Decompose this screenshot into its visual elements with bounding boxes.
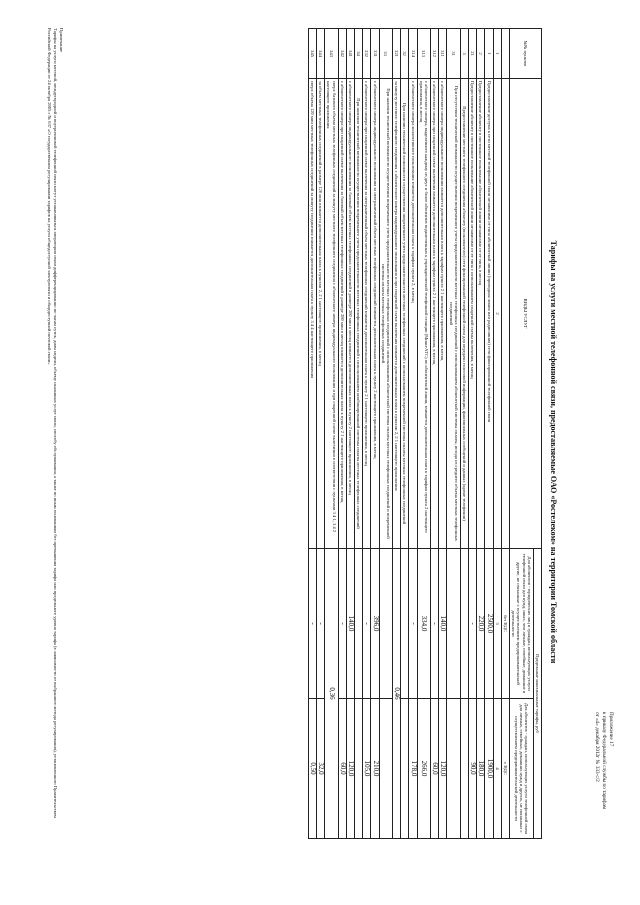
table-row: [417, 29, 430, 839]
row-merged-tariff: 0,46: [392, 549, 400, 839]
header-num: №№ пунктов: [509, 29, 541, 79]
annex-note: [593, 712, 614, 882]
header-service: ВИДЫ УСЛУГ: [509, 79, 541, 549]
row-citizen-tariff: [460, 699, 468, 839]
row-citizen-tariff: 32,0: [316, 699, 324, 839]
row-merged-tariff: 0,36: [325, 549, 338, 839]
row-citizen-tariff: [401, 699, 409, 839]
footnote-label: Примечание: [59, 28, 64, 53]
row-legal-tariff: -: [308, 549, 316, 699]
row-number: 3: [460, 29, 468, 79]
table-row: [468, 29, 476, 839]
row-service: Предоставление доступа к сети местной телефонной связи независимо от типа абонентской линии (проводная линия или радиолиния) сети фиксированной телефонной связи: [485, 79, 493, 549]
row-service: При отсутствии технической возможности осуществления повременного учета продолжительности местных телефонных соединений с использованием абонентской системы оплаты, исходя из среднего объема местных телефонных соединений: [447, 79, 460, 549]
table-row: [477, 29, 485, 839]
row-number: 2: [477, 29, 485, 79]
annex-line: к приказу Федеральной службы по тарифам: [601, 712, 607, 810]
tariff-table: [308, 28, 542, 839]
table-row: [401, 29, 409, 839]
header-legal-text: Для абонентов - юридических лиц и граждан, использующих услуги телефонной связи для нужд, иных, чем личные, семейные, домашние и другие, не связанные с осуществлением предпринимательской деятельности: [511, 553, 532, 694]
row-legal-tariff: -: [409, 549, 417, 699]
table-row: [379, 29, 392, 839]
row-citizen-tariff: 210,0: [371, 699, 379, 839]
annex-line: от «4» декабря 2012г № 333-с/2: [594, 712, 600, 782]
col-index: 4: [493, 699, 501, 839]
row-legal-tariff: 140,0: [439, 549, 447, 699]
row-service: Предоставление абоненту в постоянное пользование абонентской линии независимо от ее типа с использованием спаренной схемы включения, в месяц: [468, 79, 476, 549]
annex-line: Приложение 17: [608, 712, 614, 747]
col-index: 2: [493, 79, 501, 549]
row-citizen-tariff: 0,50: [308, 699, 316, 839]
row-legal-tariff: 396,0: [371, 549, 379, 699]
row-citizen-tariff: 1900,0: [485, 699, 493, 839]
table-row: [363, 29, 371, 839]
subheader-empty: [501, 79, 509, 549]
header-legal: [509, 549, 533, 699]
row-number: 1: [485, 29, 493, 79]
table-row: [316, 29, 324, 839]
row-number: 345: [308, 29, 316, 79]
table-row: [392, 29, 400, 839]
row-service: При наличии технической возможности осуществления повременного учета продолжительности местных телефонных соединений с использованием абонентской системы оплаты местных телефонных соединений и повременной системы оплаты местных телефонных соединений: [379, 79, 392, 549]
row-service: с абонентского номера коллективного пользования взимается дополнительная плата к тарифам пункта 2, в месяц: [409, 79, 417, 549]
table-row: [409, 29, 417, 839]
table-row: [346, 29, 354, 839]
row-service: за объем местных телефонных соединений в размере 120 мин взимается дополнительная плата к пунктам 2, 2 1 настоящего приложения, в месяц: [316, 79, 324, 549]
row-number: 312: [430, 29, 438, 79]
row-citizen-tariff: 178,0: [409, 699, 417, 839]
row-service: с абонентского номера при спаренной схеме включения взимается дополнительная плата к тарифам пункта 2 1 настоящего приложения, в месяц: [430, 79, 438, 549]
row-service: При наличии технической возможности осуществления повременного учета продолжительности местных телефонных соединений с использованием повременной системы оплаты местных телефонных соединений: [401, 79, 409, 549]
row-service: с абонентского номера при спаренной схеме включения за неограниченный объем местных телефонных соединений взимается дополнительная плата к пункту 2 1 настоящего приложения, в месяц: [363, 79, 371, 549]
row-service: с абонентского номера индивидуального пользования за базовый объем местных телефонных соединений в размере 280 мин в месяц взимается дополнительная плата к пункту 2 настоящего приложения, в месяц: [346, 79, 354, 549]
row-citizen-tariff: [379, 699, 392, 839]
tariff-rows: [308, 29, 493, 839]
row-citizen-tariff: 266,0: [417, 699, 430, 839]
row-citizen-tariff: 120,0: [346, 699, 354, 839]
row-number: 21: [468, 29, 476, 79]
row-legal-tariff: 140,0: [346, 549, 354, 699]
row-service: с абонентского номера индивидуального пользования взимается дополнительная плата к тарифам пункта 2 1 настоящего приложения, в месяц: [439, 79, 447, 549]
rotated-document-page: [20, 22, 620, 882]
table-row: [460, 29, 468, 839]
row-number: 342: [338, 29, 346, 79]
row-number: 341: [346, 29, 354, 79]
row-legal-tariff: [447, 549, 460, 699]
footnote-text: Тарифы на услуги местной, междугородной и внутризоновой телефонной связи могут устанавливаться оператором связи дифференцированно по часам суток, дням недели, объему оказанных услуг связи, способу обслуживания, а также по иным основаниям без превышения тарифа или предельного уровня тарифа (в зависимости от выбранного метода регулирования), установленного Правительством Российской Федерации от 24 октября 2005 г № 637 «О государственном регулировании тарифов на услуги общедоступной электросвязи и общедоступной почтовой связи»: [47, 28, 58, 818]
table-row: [308, 29, 316, 839]
row-legal-tariff: [379, 549, 392, 699]
row-number: 34: [354, 29, 362, 79]
header-citizen-text: Для абонентов - граждан, использующих услуги телефонной связи для личных, семейных, домашних нужд и других, не связанных с осуществлением предпринимательской деятельности: [513, 702, 530, 835]
table-row: [371, 29, 379, 839]
row-citizen-tariff: [354, 699, 362, 839]
row-citizen-tariff: 105,0: [363, 699, 371, 839]
row-number: 321: [392, 29, 400, 79]
subheader-legal: без НДС: [501, 549, 509, 699]
row-legal-tariff: 334,0: [417, 549, 430, 699]
row-legal-tariff: 2500,0: [485, 549, 493, 699]
row-citizen-tariff: 90,0: [468, 699, 476, 839]
table-row: [430, 29, 438, 839]
subheader-citizen: с НДС: [501, 699, 509, 839]
row-legal-tariff: -: [363, 549, 371, 699]
row-number: 32: [401, 29, 409, 79]
table-row: [447, 29, 460, 839]
row-legal-tariff: [401, 549, 409, 699]
row-legal-tariff: -: [468, 549, 476, 699]
table-row: [439, 29, 447, 839]
row-citizen-tariff: 60,0: [430, 699, 438, 839]
row-service: с абонентского номера, выделенного каждому из двух и более абонентов подключенных к учрежденческой телефонной станции (Мини-АТС) по абонентской линии, взимается дополнительная плата к тарифам пункта 2 настоящего приложения, в месяц: [417, 79, 430, 549]
row-citizen-tariff: 60,0: [338, 699, 346, 839]
table-row: [338, 29, 346, 839]
row-number: 33: [379, 29, 392, 79]
row-service: за минуту местного телефонного соединения с абонентского номера индивидуального пользования и при спаренной схеме включения взимается дополнительная плата к пунктам 2, 2 1 настоящего приложения: [392, 79, 400, 549]
row-service: сверх объема 120 мин местных телефонных соединений за минуту соединения взимается дополнительная плата к пункту 3 4 4 настоящего приложения: [308, 79, 316, 549]
document-title: Тарифы на услуги местной телефонной связи, предоставляемые ОАО «Ростелеком» на территории Томской области: [549, 240, 558, 664]
row-service: с абонентского номера при спаренной схеме включения за базовый объем местных телефонных соединений в размере 280 мин в месяц взимается дополнительная плата к пункту 2 1 настоящего приложения, в месяц: [338, 79, 346, 549]
col-index: 1: [493, 29, 501, 79]
subheader-empty: [501, 29, 509, 79]
row-legal-tariff: -: [430, 549, 438, 699]
row-citizen-tariff: 120,0: [439, 699, 447, 839]
table-row: [325, 29, 338, 839]
table-row: [485, 29, 493, 839]
header-group: Предельные максимальные тарифы, руб: [533, 549, 541, 839]
table-row: [354, 29, 362, 839]
row-citizen-tariff: 180,0: [477, 699, 485, 839]
row-service: сверх базового объема местных телефонных соединений за минуту местного телефонного соединения с абонентского номера индивидуального пользования и при спаренной схеме включения в соответствии с пунктами 3 4 1, 3 4 2 настоящего приложения: [325, 79, 338, 549]
col-index: 3: [493, 549, 501, 699]
row-number: 314: [409, 29, 417, 79]
row-legal-tariff: 220,0: [477, 549, 485, 699]
row-number: 311: [439, 29, 447, 79]
footnote: [46, 28, 64, 838]
header-citizen: [509, 699, 533, 839]
row-legal-tariff: -: [338, 549, 346, 699]
row-number: 313: [417, 29, 430, 79]
row-legal-tariff: [460, 549, 468, 699]
row-legal-tariff: [354, 549, 362, 699]
row-legal-tariff: -: [316, 549, 324, 699]
row-service: Предоставление местного телефонного соединения абоненту (пользователю) сети фиксированной телефонной связи для передачи голосовой информации, факсимильных сообщений и данных (кроме телефонии): [460, 79, 468, 549]
row-number: 31: [447, 29, 460, 79]
row-citizen-tariff: [447, 699, 460, 839]
row-number: 343: [325, 29, 338, 79]
row-service: Предоставление абоненту в постоянное пользование абонентской линии независимо от ее типа, в месяц: [477, 79, 485, 549]
row-number: 344: [316, 29, 324, 79]
row-number: 331: [371, 29, 379, 79]
row-number: 332: [363, 29, 371, 79]
row-service: с абонентского номера индивидуального пользования за неограниченный объем местных телефонных соединений взимается дополнительная плата к пункту 2 настоящего приложения, в месяц: [371, 79, 379, 549]
row-service: При наличии технической возможности осуществления повременного учета продолжительности местных телефонных соединений с использованием комбинированной системы оплаты местных телефонных соединений: [354, 79, 362, 549]
